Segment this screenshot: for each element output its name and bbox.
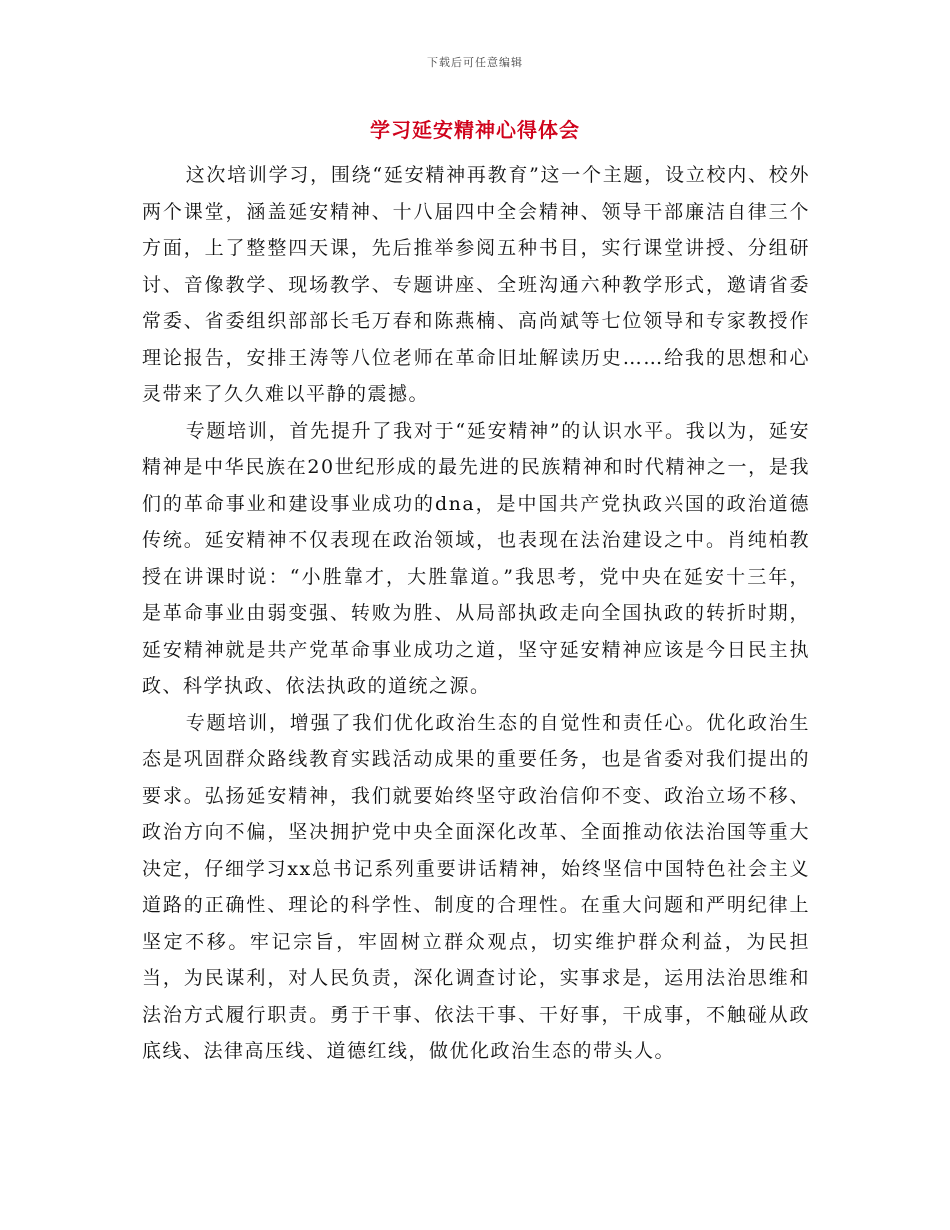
header-note: 下载后可任意编辑 <box>427 56 523 69</box>
paragraph-3: 专题培训，增强了我们优化政治生态的自觉性和责任心。优化政治生态是巩固群众路线教育实践活动成果的重要任务，也是省委对我们提出的要求。弘扬延安精神，我们就要始终坚守政治信仰不变、政治立场不移、政治方向不偏，坚决拥护党中央全面深化改革、全面推动依法治国等重大决定，仔细学习xx总书记系列重要讲话精神，始终坚信中国特色社会主义道路的正确性、理论的科学性、制度的合理性。在重大问题和严明纪律上坚定不移。牢记宗旨，牢固树立群众观点，切实维护群众利益，为民担当，为民谋利，对人民负责，深化调查讨论，实事求是，运用法治思维和法治方式履行职责。勇于干事、依法干事、干好事，干成事，不触碰从政底线、法律高压线、道德红线，做优化政治生态的带头人。 <box>142 711 810 1062</box>
paragraph-2: 专题培训，首先提升了我对于“延安精神”的认识水平。我以为，延安精神是中华民族在20世纪形成的最先进的民族精神和时代精神之一，是我们的革命事业和建设事业成功的dna，是中国共产党执政兴国的政治道德传统。延安精神不仅表现在政治领域，也表现在法治建设之中。肖纯柏教授在讲课时说：“小胜靠才，大胜靠道。”我思考，党中央在延安十三年，是革命事业由弱变强、转败为胜、从局部执政走向全国执政的转折时期，延安精神就是共产党革命事业成功之道，坚守延安精神应该是今日民主执政、科学执政、依法执政的道统之源。 <box>142 419 810 697</box>
document-body <box>142 157 810 1070</box>
document-title: 学习延安精神心得体会 <box>370 118 580 142</box>
paragraph-1: 这次培训学习，围绕“延安精神再教育”这一个主题，设立校内、校外两个课堂，涵盖延安精神、十八届四中全会精神、领导干部廉洁自律三个方面，上了整整四天课，先后推举参阅五种书目，实行课堂讲授、分组研讨、音像教学、现场教学、专题讲座、全班沟通六种教学形式，邀请省委常委、省委组织部部长毛万春和陈燕楠、高尚斌等七位领导和专家教授作理论报告，安排王涛等八位老师在革命旧址解读历史……给我的思想和心灵带来了久久难以平静的震撼。 <box>142 164 810 405</box>
